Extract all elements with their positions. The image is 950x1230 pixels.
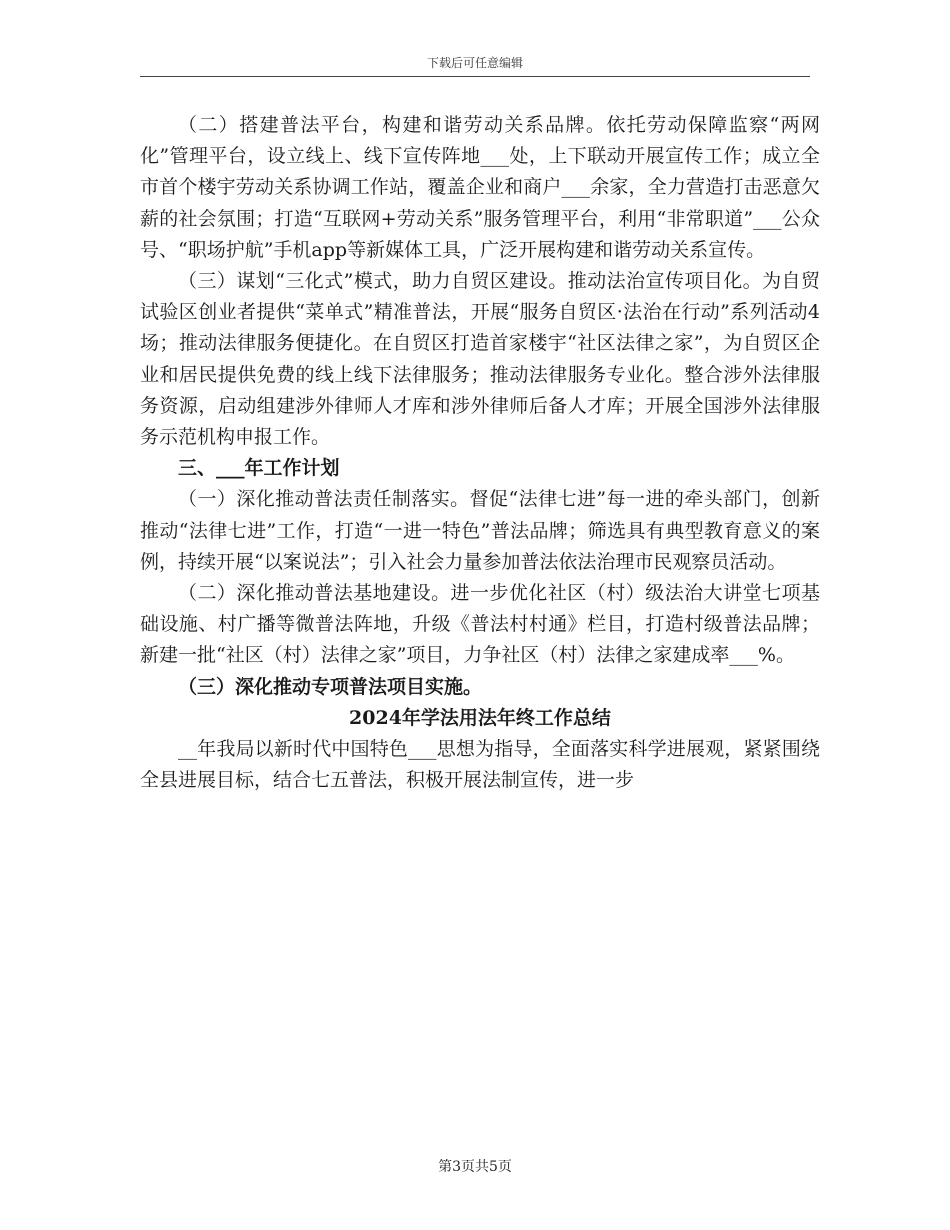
paragraph-free-trade-zone: （三）谋划“三化式”模式，助力自贸区建设。推动法治宣传项目化。为自贸试验区创业者提供“菜单式”精准普法，开展“服务自贸区·法治在行动”系列活动4场；推动法律服务便捷化。在自贸区打造首家楼宇“社区法律之家”，为自贸区企业和居民提供免费的线上线下法律服务；推动法律服务专业化。整合涉外法律服务资源，启动组建涉外律师人才库和涉外律师后备人才库；开展全国涉外法律服务示范机构申报工作。 — [140, 270, 820, 449]
page-number: 第3页共5页 — [438, 1159, 512, 1175]
document-body — [140, 110, 820, 796]
subheading-special-projects: （三）深化推动专项普法项目实施。 — [178, 675, 483, 698]
paragraph-platform: （二）搭建普法平台，构建和谐劳动关系品牌。依托劳动保障监察“两网化”管理平台，设立线上、线下宣传阵地___处，上下联动开展宣传工作；成立全市首个楼宇劳动关系协调工作站，覆盖企业和商户___余家，全力营造打击恶意欠薪的社会氛围；打造“互联网+劳动关系”服务管理平台，利用“非常职道”___公众号、“职场护航”手机app等新媒体工具，广泛开展构建和谐劳动关系宣传。 — [140, 114, 820, 261]
paragraph-summary-intro: __年我局以新时代中国特色___思想为指导，全面落实科学进展观，紧紧围绕全县进展目标，结合七五普法，积极开展法制宣传，进一步 — [140, 738, 820, 792]
header-divider — [140, 76, 810, 77]
paragraph-responsibility: （一）深化推动普法责任制落实。督促“法律七进”每一进的牵头部门，创新推动“法律七进”工作，打造“一进一特色”普法品牌；筛选具有典型教育意义的案例，持续开展“以案说法”；引入社会力量参加普法依法治理市民观察员活动。 — [140, 488, 820, 573]
section-heading-work-plan: 三、___年工作计划 — [178, 457, 340, 480]
paragraph-base-construction: （二）深化推动普法基地建设。进一步优化社区（村）级法治大讲堂七项基础设施、村广播等微普法阵地，升级《普法村村通》栏目，打造村级普法品牌；新建一批“社区（村）法律之家”项目，力争社区（村）法律之家建成率___%。 — [140, 582, 820, 667]
document-title: 2024年学法用法年终工作总结 — [349, 706, 611, 729]
page-header: 下载后可任意编辑 — [426, 56, 523, 70]
